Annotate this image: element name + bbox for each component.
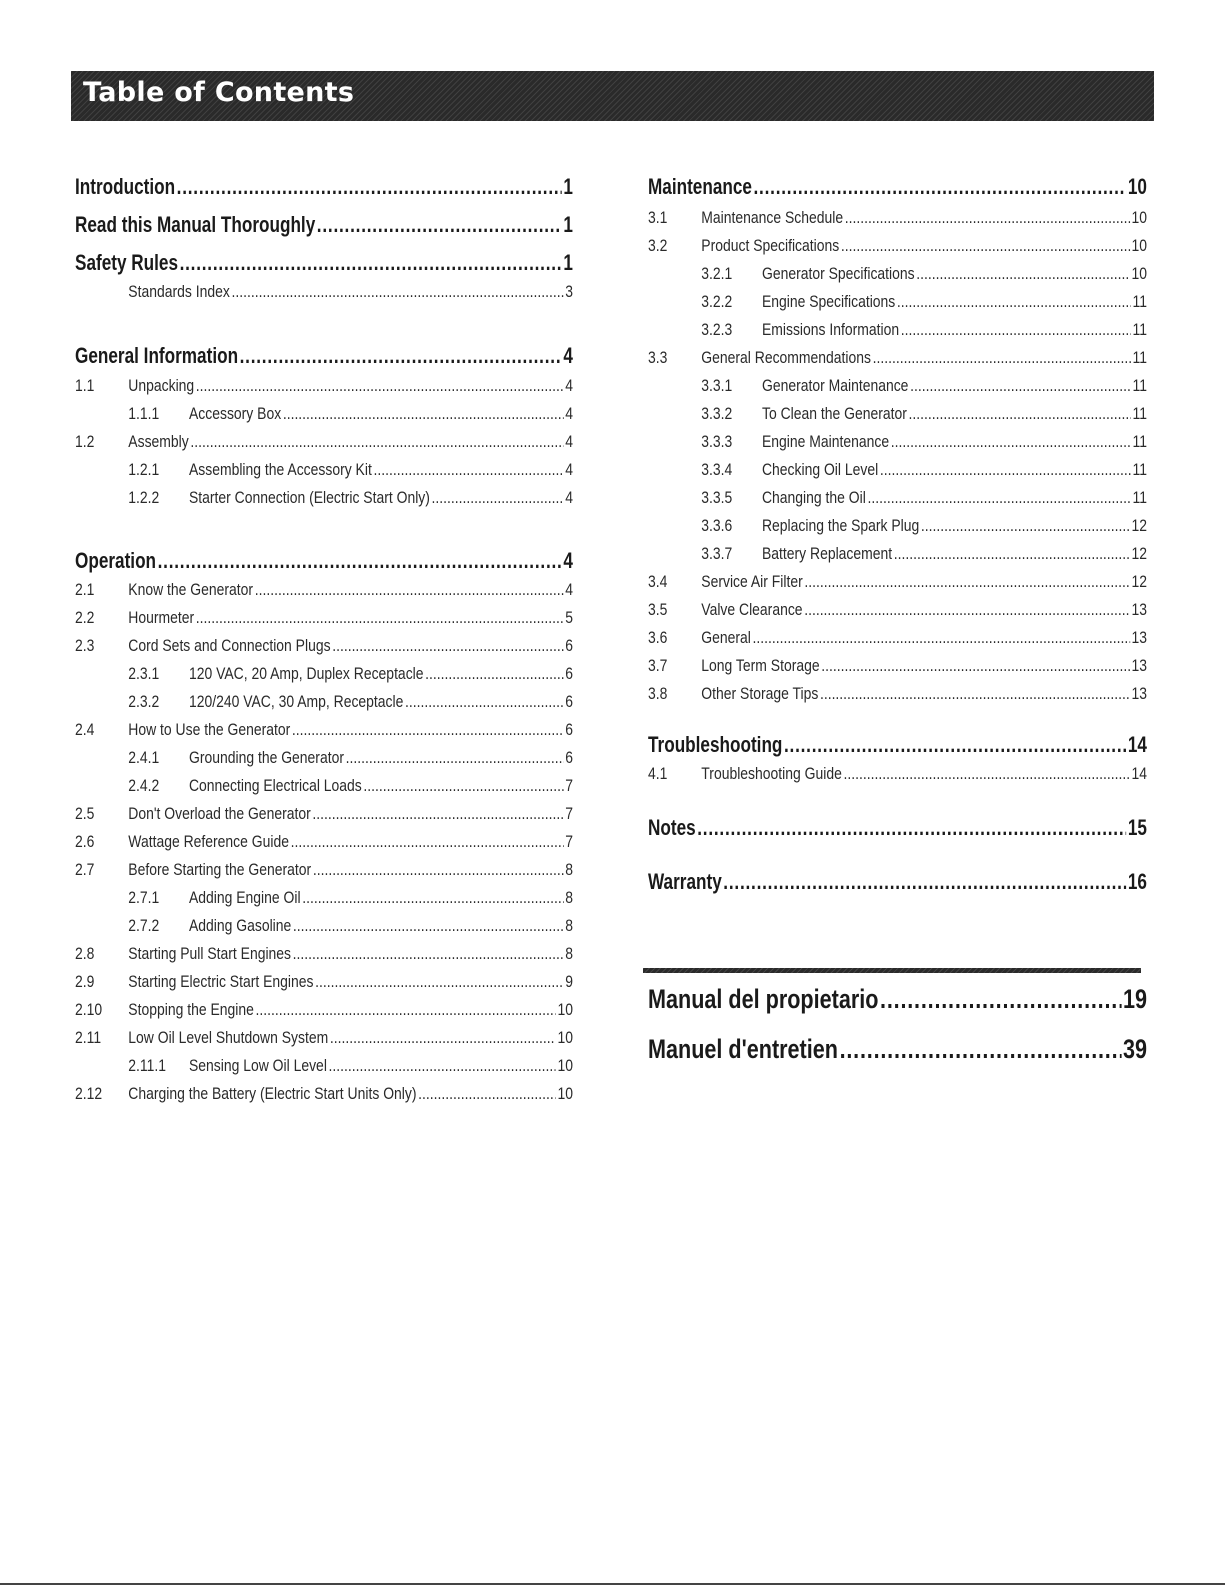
dot-leader (891, 432, 1131, 452)
entry-page: 11 (1132, 376, 1147, 395)
dot-leader (901, 320, 1131, 340)
entry-title: Generator Maintenance (761, 376, 909, 395)
entry-number: 2.12 (75, 1084, 103, 1103)
dot-leader (804, 600, 1130, 620)
entry-page: 10 (557, 1084, 573, 1103)
entry-page: 10 (1131, 208, 1147, 227)
dot-leader (843, 764, 1129, 784)
entry-title: General Information (75, 343, 239, 368)
entry-number: 2.2 (75, 608, 95, 627)
entry-number: 3.3.3 (701, 432, 733, 451)
entry-title: Warranty (648, 869, 722, 894)
entry-number: 2.7.2 (128, 916, 160, 935)
entry-number: 2.7 (75, 860, 95, 879)
dot-leader (897, 292, 1131, 312)
entry-title: Emissions Information (761, 320, 900, 339)
entry-title: Other Storage Tips (701, 684, 819, 703)
dot-leader (432, 488, 564, 508)
entry-number: 1.2.2 (128, 488, 160, 507)
entry-title: Standards Index (128, 282, 230, 301)
entry-title: Accessory Box (188, 404, 282, 423)
toc-entry[interactable] (75, 804, 573, 824)
entry-page: 4 (565, 488, 573, 507)
dot-leader (840, 1034, 1122, 1065)
dot-leader (346, 748, 564, 768)
entry-number: 2.4.1 (128, 748, 160, 767)
dot-leader (820, 684, 1130, 704)
dot-leader (880, 984, 1121, 1015)
toc-entry[interactable] (648, 348, 1147, 368)
dot-leader (315, 972, 563, 992)
entry-title: Wattage Reference Guide (128, 832, 289, 851)
toc-entry[interactable] (648, 404, 1147, 424)
entry-number: 4.1 (648, 764, 668, 783)
toc-entry-general-information[interactable] (75, 343, 573, 369)
entry-page: 11 (1132, 404, 1147, 423)
dot-leader (363, 776, 563, 796)
dot-leader (329, 1056, 556, 1076)
entry-title: Low Oil Level Shutdown System (128, 1028, 329, 1047)
entry-page: 11 (1132, 460, 1147, 479)
entry-page: 10 (557, 1000, 573, 1019)
toc-entry[interactable] (75, 488, 573, 508)
entry-page: 13 (1131, 600, 1147, 619)
entry-title: Connecting Electrical Loads (188, 776, 362, 795)
entry-number: 2.9 (75, 972, 95, 991)
entry-title: Notes (648, 815, 696, 840)
entry-number: 3.3.7 (701, 544, 733, 563)
entry-title: Troubleshooting Guide (701, 764, 842, 783)
entry-page: 6 (565, 636, 573, 655)
dot-leader (916, 264, 1130, 284)
entry-title: Starting Electric Start Engines (128, 972, 314, 991)
entry-page: 7 (565, 832, 573, 851)
dot-leader (821, 656, 1130, 676)
toc-entry[interactable] (75, 972, 573, 992)
entry-page: 4 (563, 343, 573, 368)
toc-entry-warranty[interactable] (648, 869, 1147, 895)
entry-number: 2.3.1 (128, 664, 160, 683)
entry-page: 1 (563, 250, 573, 275)
entry-page: 10 (1127, 174, 1147, 199)
dot-leader (256, 1000, 556, 1020)
entry-title: Hourmeter (128, 608, 195, 627)
entry-page: 11 (1132, 488, 1147, 507)
entry-page: 12 (1131, 516, 1147, 535)
entry-page: 6 (565, 664, 573, 683)
entry-number: 3.8 (648, 684, 668, 703)
entry-title: Introduction (75, 174, 176, 199)
entry-title: Product Specifications (701, 236, 840, 255)
entry-page: 14 (1131, 764, 1147, 783)
entry-number: 2.8 (75, 944, 95, 963)
entry-page: 16 (1127, 869, 1147, 894)
entry-title: Adding Engine Oil (188, 888, 301, 907)
toc-entry-introduction[interactable] (75, 174, 573, 200)
toc-entry[interactable] (75, 748, 573, 768)
entry-number: 3.3 (648, 348, 668, 367)
entry-page: 4 (563, 548, 573, 573)
dot-leader (240, 343, 562, 369)
entry-page: 13 (1131, 656, 1147, 675)
toc-entry[interactable] (648, 236, 1147, 256)
entry-number: 3.2.2 (701, 292, 733, 311)
entry-number: 1.1.1 (128, 404, 160, 423)
entry-page: 8 (565, 944, 573, 963)
entry-title: General (701, 628, 751, 647)
toc-entry[interactable] (75, 636, 573, 656)
dot-leader (312, 804, 563, 824)
dot-leader (291, 832, 564, 852)
toc-entry-manual-es[interactable] (648, 984, 1147, 1015)
dot-leader (909, 404, 1131, 424)
entry-page: 13 (1131, 684, 1147, 703)
entry-page: 10 (557, 1056, 573, 1075)
entry-number: 2.5 (75, 804, 95, 823)
toc-entry[interactable] (75, 888, 573, 908)
entry-page: 12 (1131, 572, 1147, 591)
entry-title: Changing the Oil (761, 488, 866, 507)
entry-number: 2.3 (75, 636, 95, 655)
toc-entry[interactable] (75, 664, 573, 684)
dot-leader (317, 212, 562, 238)
entry-page: 4 (565, 460, 573, 479)
entry-page: 4 (565, 404, 573, 423)
entry-title: Assembling the Accessory Kit (188, 460, 372, 479)
entry-title: Generator Specifications (761, 264, 915, 283)
entry-title: Before Starting the Generator (128, 860, 312, 879)
entry-title: Stopping the Engine (128, 1000, 254, 1019)
entry-title: Service Air Filter (701, 572, 803, 591)
toc-entry[interactable] (648, 376, 1147, 396)
toc-entry[interactable] (75, 1056, 573, 1076)
dot-leader (753, 628, 1130, 648)
dot-leader (845, 208, 1130, 228)
entry-number: 2.11.1 (128, 1056, 167, 1075)
toc-entry-manual-fr[interactable] (648, 1034, 1147, 1065)
entry-number: 2.7.1 (128, 888, 160, 907)
entry-number: 3.3.1 (701, 376, 733, 395)
entry-page: 11 (1132, 320, 1147, 339)
dot-leader (804, 572, 1129, 592)
dot-leader (784, 732, 1126, 758)
entry-page: 3 (565, 282, 573, 301)
section-divider (643, 968, 1141, 973)
entry-page: 7 (565, 804, 573, 823)
dot-leader (418, 1084, 556, 1104)
entry-number: 3.5 (648, 600, 668, 619)
toc-entry[interactable] (75, 460, 573, 480)
toc-entry-standards-index[interactable] (75, 282, 573, 302)
toc-banner (71, 71, 1154, 121)
toc-entry-read-manual[interactable] (75, 212, 573, 238)
entry-page: 6 (565, 720, 573, 739)
entry-page: 12 (1131, 544, 1147, 563)
entry-title: Don't Overload the Generator (128, 804, 311, 823)
toc-entry-operation[interactable] (75, 548, 573, 574)
toc-entry[interactable] (75, 404, 573, 424)
entry-page: 1 (563, 212, 573, 237)
toc-entry[interactable] (648, 764, 1147, 784)
entry-title: Know the Generator (128, 580, 254, 599)
entry-page: 4 (565, 580, 573, 599)
dot-leader (283, 404, 564, 424)
entry-page: 1 (563, 174, 573, 199)
entry-title: Checking Oil Level (761, 460, 879, 479)
entry-title: Valve Clearance (701, 600, 803, 619)
entry-title: Troubleshooting (648, 732, 783, 757)
toc-entry[interactable] (648, 488, 1147, 508)
entry-number: 2.3.2 (128, 692, 160, 711)
dot-leader (425, 664, 563, 684)
dot-leader (894, 544, 1130, 564)
entry-number: 3.2 (648, 236, 668, 255)
entry-title: Unpacking (128, 376, 195, 395)
dot-leader (910, 376, 1131, 396)
entry-page: 19 (1122, 984, 1147, 1014)
entry-page: 10 (1131, 236, 1147, 255)
dot-leader (873, 348, 1131, 368)
entry-number: 3.4 (648, 572, 668, 591)
toc-entry[interactable] (75, 1028, 573, 1048)
entry-title: Assembly (128, 432, 189, 451)
page-title: Table of Contents (83, 77, 355, 108)
entry-title: Engine Specifications (761, 292, 896, 311)
entry-title: Engine Maintenance (761, 432, 890, 451)
entry-page: 10 (1131, 264, 1147, 283)
entry-title: Read this Manual Thoroughly (75, 212, 316, 237)
toc-entry[interactable] (648, 432, 1147, 452)
entry-title: 120/240 VAC, 30 Amp, Receptacle (188, 692, 404, 711)
entry-title: Starter Connection (Electric Start Only) (188, 488, 430, 507)
toc-entry[interactable] (648, 320, 1147, 340)
entry-title: Starting Pull Start Engines (128, 944, 292, 963)
dot-leader (190, 432, 563, 452)
toc-entry[interactable] (75, 1000, 573, 1020)
entry-title: Safety Rules (75, 250, 179, 275)
entry-title: Manual del propietario (648, 984, 879, 1014)
entry-number: 1.2 (75, 432, 95, 451)
entry-page: 13 (1131, 628, 1147, 647)
entry-title: Maintenance (648, 174, 752, 199)
entry-number: 2.1 (75, 580, 95, 599)
dot-leader (255, 580, 564, 600)
entry-number: 3.1 (648, 208, 668, 227)
dot-leader (373, 460, 563, 480)
toc-entry[interactable] (648, 544, 1147, 564)
entry-number: 3.7 (648, 656, 668, 675)
toc-entry[interactable] (75, 720, 573, 740)
dot-leader (405, 692, 564, 712)
entry-number: 2.4 (75, 720, 95, 739)
entry-title: Replacing the Spark Plug (761, 516, 920, 535)
dot-leader (867, 488, 1130, 508)
toc-entry[interactable] (648, 460, 1147, 480)
toc-entry[interactable] (75, 692, 573, 712)
entry-number: 2.10 (75, 1000, 103, 1019)
entry-number: 3.2.3 (701, 320, 733, 339)
toc-entry-troubleshooting[interactable] (648, 732, 1147, 758)
entry-number: 3.6 (648, 628, 668, 647)
entry-title: Adding Gasoline (188, 916, 292, 935)
toc-entry[interactable] (75, 608, 573, 628)
toc-entry-maintenance[interactable] (648, 174, 1147, 200)
toc-entry[interactable] (75, 944, 573, 964)
toc-entry[interactable] (75, 376, 573, 396)
entry-page: 4 (565, 376, 573, 395)
entry-title: 120 VAC, 20 Amp, Duplex Receptacle (188, 664, 424, 683)
toc-entry[interactable] (648, 684, 1147, 704)
toc-entry[interactable] (648, 292, 1147, 312)
toc-entry[interactable] (648, 516, 1147, 536)
entry-page: 8 (565, 860, 573, 879)
toc-entry[interactable] (75, 860, 573, 880)
entry-number: 3.3.4 (701, 460, 733, 479)
entry-title: Maintenance Schedule (701, 208, 844, 227)
entry-number: 2.11 (75, 1028, 102, 1047)
toc-entry-safety-rules[interactable] (75, 250, 573, 276)
entry-title: How to Use the Generator (128, 720, 291, 739)
toc-entry-notes[interactable] (648, 815, 1147, 841)
dot-leader (196, 608, 564, 628)
dot-leader (302, 888, 563, 908)
entry-number: 3.3.5 (701, 488, 733, 507)
entry-number: 1.2.1 (128, 460, 160, 479)
entry-page: 10 (557, 1028, 573, 1047)
toc-entry[interactable] (75, 1084, 573, 1104)
entry-page: 8 (565, 888, 573, 907)
dot-leader (231, 282, 563, 302)
dot-leader (880, 460, 1131, 480)
dot-leader (330, 1028, 556, 1048)
toc-entry[interactable] (75, 916, 573, 936)
entry-page: 39 (1122, 1034, 1147, 1064)
entry-title: Operation (75, 548, 157, 573)
entry-page: 11 (1132, 432, 1147, 451)
entry-title: Battery Replacement (761, 544, 893, 563)
dot-leader (293, 944, 564, 964)
dot-leader (841, 236, 1130, 256)
toc-entry[interactable] (75, 432, 573, 452)
entry-page: 5 (565, 608, 573, 627)
entry-number: 1.1 (75, 376, 95, 395)
toc-entry[interactable] (648, 628, 1147, 648)
dot-leader (180, 250, 562, 276)
entry-number: 3.3.6 (701, 516, 733, 535)
entry-title: To Clean the Generator (761, 404, 907, 423)
dot-leader (754, 174, 1127, 200)
dot-leader (177, 174, 562, 200)
dot-leader (158, 548, 562, 574)
dot-leader (196, 376, 564, 396)
entry-number: 3.3.2 (701, 404, 733, 423)
entry-page: 6 (565, 748, 573, 767)
toc-entry[interactable] (75, 580, 573, 600)
entry-page: 15 (1127, 815, 1147, 840)
toc-entry[interactable] (648, 600, 1147, 620)
entry-page: 9 (565, 972, 573, 991)
entry-title: Sensing Low Oil Level (188, 1056, 327, 1075)
entry-number: 2.6 (75, 832, 95, 851)
entry-title: Long Term Storage (701, 656, 820, 675)
entry-title: Manuel d'entretien (648, 1034, 838, 1064)
dot-leader (292, 720, 564, 740)
dot-leader (332, 636, 563, 656)
entry-title: Grounding the Generator (188, 748, 344, 767)
entry-page: 6 (565, 692, 573, 711)
entry-title: Charging the Battery (Electric Start Units Only) (128, 1084, 417, 1103)
dot-leader (313, 860, 564, 880)
toc-entry[interactable] (75, 776, 573, 796)
toc-entry[interactable] (648, 208, 1147, 228)
dot-leader (723, 869, 1126, 895)
toc-entry[interactable] (648, 264, 1147, 284)
toc-entry[interactable] (648, 656, 1147, 676)
entry-page: 14 (1127, 732, 1147, 757)
entry-page: 7 (565, 776, 573, 795)
entry-page: 11 (1132, 348, 1147, 367)
toc-entry[interactable] (648, 572, 1147, 592)
dot-leader (921, 516, 1130, 536)
entry-number: 3.2.1 (701, 264, 733, 283)
entry-page: 11 (1132, 292, 1147, 311)
entry-page: 4 (565, 432, 573, 451)
entry-page: 8 (565, 916, 573, 935)
dot-leader (697, 815, 1126, 841)
entry-title: General Recommendations (701, 348, 872, 367)
toc-entry[interactable] (75, 832, 573, 852)
entry-title: Cord Sets and Connection Plugs (128, 636, 331, 655)
dot-leader (293, 916, 564, 936)
entry-number: 2.4.2 (128, 776, 160, 795)
